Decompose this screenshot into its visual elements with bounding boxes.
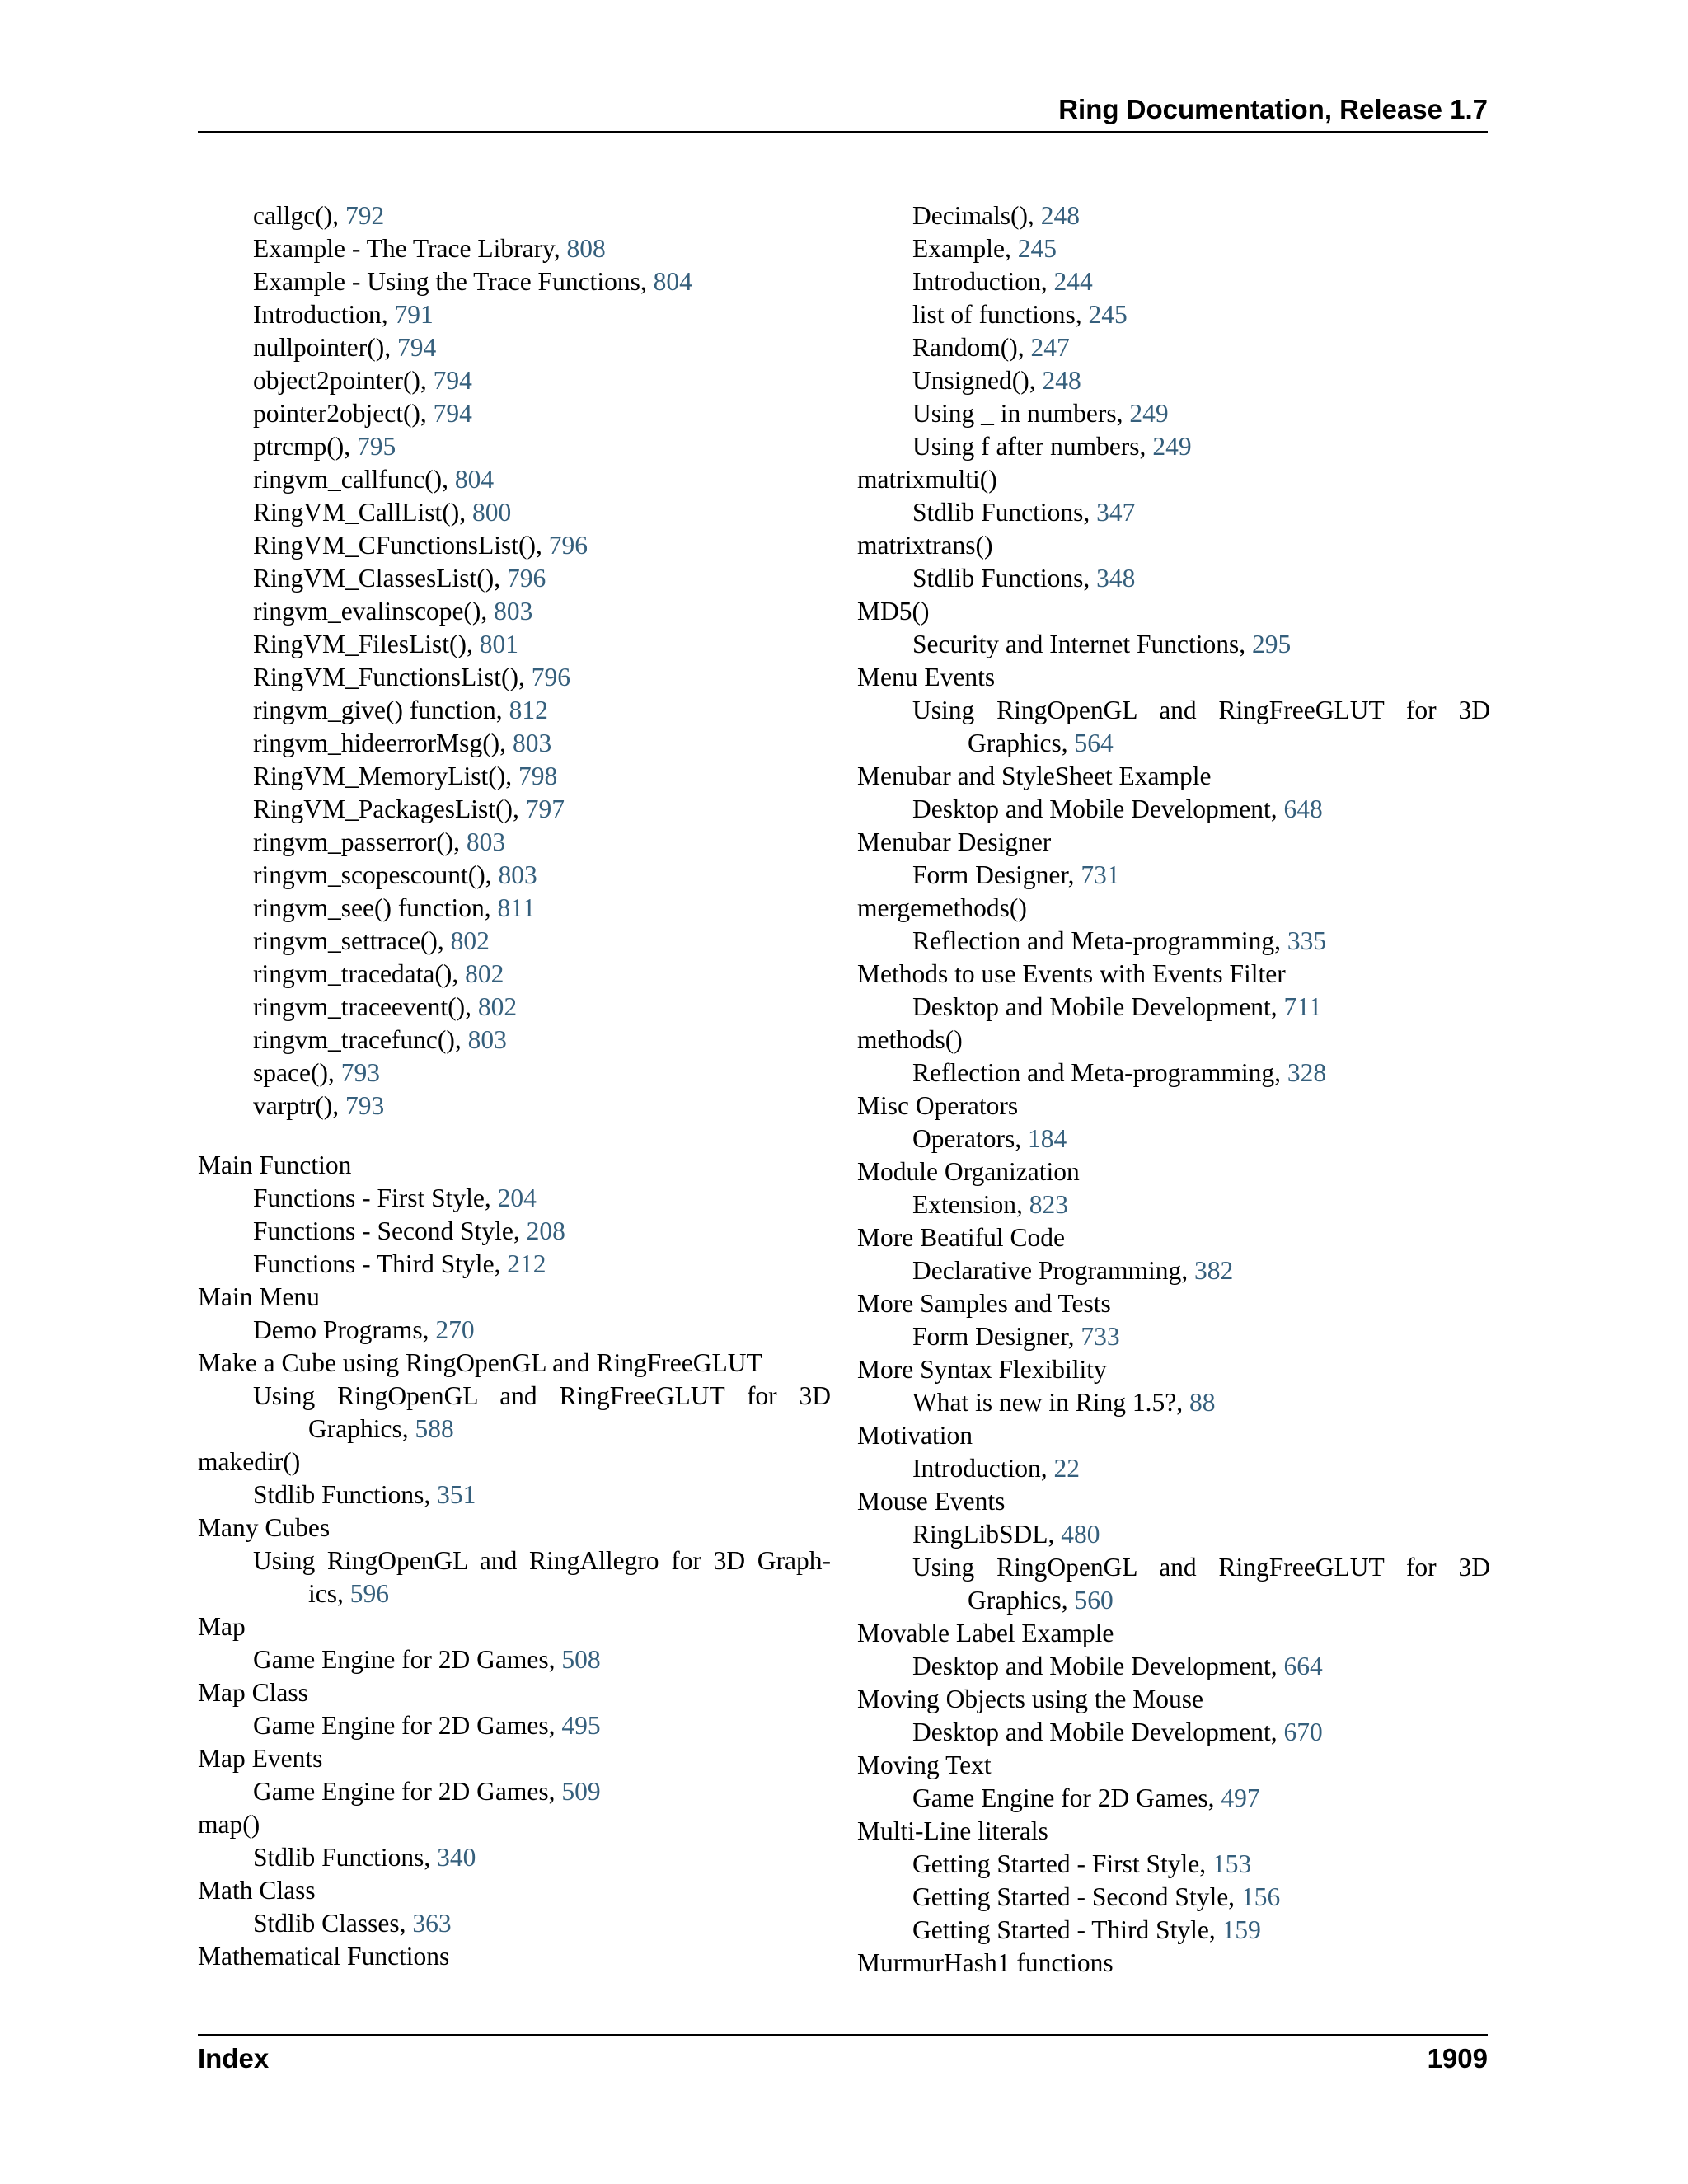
index-term: Main Menu — [198, 1282, 320, 1311]
page-link[interactable]: 156 — [1240, 1882, 1281, 1911]
index-entry — [198, 1347, 831, 1380]
index-subentry — [857, 397, 1490, 430]
page-link[interactable]: 244 — [1053, 267, 1093, 296]
index-entry — [857, 1947, 1490, 1980]
index-term: matrixtrans() — [857, 531, 993, 560]
index-term: Multi-Line literals — [857, 1816, 1048, 1845]
page-link[interactable]: 803 — [466, 827, 506, 856]
index-subentry — [857, 496, 1490, 529]
page-link[interactable]: 794 — [433, 399, 472, 428]
index-entry — [857, 529, 1490, 562]
page-link[interactable]: 804 — [454, 465, 495, 494]
index-term: matrixmulti() — [857, 465, 997, 494]
index-term: Unsigned(), — [912, 366, 1043, 395]
index-term: Using RingOpenGL and RingAllegro for 3D Graph-ics, — [253, 1546, 831, 1608]
index-term: Menubar Designer — [857, 827, 1052, 856]
index-term: Misc Operators — [857, 1091, 1019, 1120]
index-term: Example, — [912, 234, 1018, 263]
index-term: Mouse Events — [857, 1487, 1006, 1516]
page-link[interactable]: 212 — [507, 1249, 546, 1278]
index-subentry — [857, 694, 1490, 760]
index-term: Desktop and Mobile Development, — [912, 794, 1284, 823]
index-term: Functions - Second Style, — [253, 1216, 527, 1245]
index-subentry — [198, 1380, 831, 1446]
index-term: ringvm_settrace(), — [253, 926, 451, 955]
index-subentry — [198, 1057, 831, 1090]
index-entry — [198, 1610, 831, 1643]
index-subentry — [198, 1709, 831, 1742]
page-link[interactable]: 159 — [1221, 1915, 1261, 1944]
index-subentry — [198, 1544, 831, 1610]
page-link[interactable]: 382 — [1194, 1256, 1234, 1285]
index-term: Getting Started - First Style, — [912, 1849, 1212, 1878]
index-entry — [857, 958, 1490, 991]
index-subentry — [857, 1716, 1490, 1749]
index-subentry — [857, 628, 1490, 661]
index-subentry — [198, 1841, 831, 1874]
page-link[interactable]: 560 — [1074, 1586, 1114, 1615]
index-term: Game Engine for 2D Games, — [912, 1783, 1221, 1812]
index-entry — [857, 1749, 1490, 1782]
index-term: Moving Text — [857, 1750, 992, 1779]
index-subentry — [198, 793, 831, 826]
index-subentry — [857, 298, 1490, 331]
page-link[interactable]: 800 — [472, 498, 512, 527]
index-term: ringvm_tracedata(), — [253, 959, 466, 988]
page-link[interactable]: 363 — [412, 1909, 452, 1938]
index-term: Form Designer, — [912, 1322, 1081, 1351]
index-subentry — [198, 826, 831, 859]
index-subentry — [857, 562, 1490, 595]
page-link[interactable]: 249 — [1129, 399, 1169, 428]
index-term: Motivation — [857, 1421, 973, 1450]
index-subentry — [857, 1881, 1490, 1914]
index-term: RingVM_MemoryList(), — [253, 762, 518, 790]
index-subentry — [198, 463, 831, 496]
index-term: ringvm_scopescount(), — [253, 860, 499, 889]
page-link[interactable]: 802 — [465, 959, 504, 988]
index-column-right — [857, 199, 1490, 1980]
index-term: methods() — [857, 1025, 963, 1054]
page-link[interactable]: 588 — [415, 1414, 454, 1443]
index-subentry — [198, 265, 831, 298]
page-link[interactable]: 731 — [1081, 860, 1120, 889]
index-term: Operators, — [912, 1124, 1028, 1153]
index-term: Game Engine for 2D Games, — [253, 1777, 562, 1806]
page-link[interactable]: 88 — [1189, 1388, 1216, 1417]
index-term: Functions - Third Style, — [253, 1249, 508, 1278]
index-term: Module Organization — [857, 1157, 1080, 1186]
page-link[interactable]: 823 — [1029, 1190, 1068, 1219]
index-term: Functions - First Style, — [253, 1183, 498, 1212]
index-term: Many Cubes — [198, 1513, 331, 1542]
index-term: ringvm_give() function, — [253, 696, 509, 724]
index-entry — [857, 1155, 1490, 1188]
index-subentry — [857, 1122, 1490, 1155]
index-subentry — [857, 925, 1490, 958]
index-subentry — [198, 595, 831, 628]
index-subentry — [857, 364, 1490, 397]
index-term: ringvm_tracefunc(), — [253, 1025, 468, 1054]
index-subentry — [198, 892, 831, 925]
index-column-left — [198, 199, 831, 1973]
index-subentry — [198, 364, 831, 397]
index-term: list of functions, — [912, 300, 1089, 329]
index-subentry — [857, 1188, 1490, 1221]
page-link[interactable]: 795 — [356, 432, 396, 461]
index-term: Introduction, — [912, 267, 1054, 296]
index-entry — [857, 892, 1490, 925]
index-subentry — [198, 496, 831, 529]
index-term: Make a Cube using RingOpenGL and RingFreeGLUT — [198, 1348, 762, 1377]
index-term: ringvm_see() function, — [253, 893, 498, 922]
index-term: More Samples and Tests — [857, 1289, 1111, 1318]
index-term: Desktop and Mobile Development, — [912, 992, 1284, 1021]
index-term: Reflection and Meta-programming, — [912, 926, 1287, 955]
index-entry — [857, 1090, 1490, 1122]
index-term: Form Designer, — [912, 860, 1081, 889]
page-link[interactable]: 248 — [1040, 201, 1080, 230]
index-term: RingLibSDL, — [912, 1520, 1062, 1549]
index-term: Stdlib Functions, — [912, 564, 1097, 593]
index-entry — [857, 1287, 1490, 1320]
page-link[interactable]: 22 — [1053, 1454, 1080, 1483]
index-term: Declarative Programming, — [912, 1256, 1195, 1285]
page-number: 1909 — [1427, 2043, 1488, 2074]
index-term: Movable Label Example — [857, 1619, 1114, 1647]
page-link[interactable]: 270 — [435, 1315, 475, 1344]
index-term: map() — [198, 1810, 260, 1839]
index-subentry — [857, 430, 1490, 463]
index-term: More Syntax Flexibility — [857, 1355, 1107, 1384]
page-link[interactable]: 796 — [531, 663, 571, 691]
index-entry — [857, 1353, 1490, 1386]
index-term: Random(), — [912, 333, 1031, 362]
index-subentry — [198, 232, 831, 265]
index-term: varptr(), — [253, 1091, 345, 1120]
page-link[interactable]: 733 — [1081, 1322, 1120, 1351]
page-link[interactable]: 794 — [433, 366, 472, 395]
index-term: mergemethods() — [857, 893, 1027, 922]
page-link[interactable]: 812 — [509, 696, 548, 724]
index-entry — [857, 1024, 1490, 1057]
index-term: RingVM_ClassesList(), — [253, 564, 508, 593]
index-term: Stdlib Functions, — [253, 1480, 438, 1509]
index-term: callgc(), — [253, 201, 345, 230]
index-subentry — [198, 925, 831, 958]
index-entry — [198, 1511, 831, 1544]
index-term: Stdlib Functions, — [912, 498, 1097, 527]
page-link[interactable]: 801 — [479, 630, 519, 658]
index-term: Introduction, — [253, 300, 395, 329]
index-term: Math Class — [198, 1876, 316, 1905]
index-subentry — [857, 1518, 1490, 1551]
index-term: pointer2object(), — [253, 399, 434, 428]
page-link[interactable]: 248 — [1042, 366, 1081, 395]
index-term: space(), — [253, 1058, 341, 1087]
index-term: Using RingOpenGL and RingFreeGLUT for 3D Graphics, — [253, 1381, 831, 1443]
index-term: ringvm_callfunc(), — [253, 465, 455, 494]
index-subentry — [857, 991, 1490, 1024]
index-term: RingVM_FunctionsList(), — [253, 663, 532, 691]
index-term: Methods to use Events with Events Filter — [857, 959, 1286, 988]
index-term: Desktop and Mobile Development, — [912, 1652, 1284, 1680]
page-link[interactable]: 509 — [561, 1777, 601, 1806]
index-subentry — [198, 298, 831, 331]
index-term: MurmurHash1 functions — [857, 1948, 1114, 1977]
page-link[interactable]: 204 — [497, 1183, 537, 1212]
index-term: Menu Events — [857, 663, 996, 691]
index-subentry — [857, 1914, 1490, 1947]
index-term: Getting Started - Second Style, — [912, 1882, 1241, 1911]
index-subentry — [198, 859, 831, 892]
index-term: Using f after numbers, — [912, 432, 1153, 461]
page-link[interactable]: 664 — [1283, 1652, 1323, 1680]
index-term: Demo Programs, — [253, 1315, 436, 1344]
index-term: Introduction, — [912, 1454, 1054, 1483]
page-link[interactable]: 340 — [437, 1843, 476, 1872]
index-term: Extension, — [912, 1190, 1029, 1219]
page-link[interactable]: 811 — [497, 893, 536, 922]
index-term: RingVM_CallList(), — [253, 498, 472, 527]
index-term: MD5() — [857, 597, 930, 626]
index-subentry — [857, 1848, 1490, 1881]
page-link[interactable]: 796 — [507, 564, 546, 593]
index-term: nullpointer(), — [253, 333, 397, 362]
index-entry — [857, 826, 1490, 859]
index-subentry — [198, 727, 831, 760]
index-subentry — [198, 661, 831, 694]
page-link[interactable]: 497 — [1221, 1783, 1260, 1812]
index-subentry — [198, 760, 831, 793]
index-entry — [857, 595, 1490, 628]
index-subentry — [857, 1057, 1490, 1090]
index-term: Getting Started - Third Style, — [912, 1915, 1222, 1944]
index-term: Using RingOpenGL and RingFreeGLUT for 3D Graphics, — [912, 1553, 1490, 1615]
page-link[interactable]: 247 — [1030, 333, 1070, 362]
index-subentry — [198, 694, 831, 727]
index-subentry — [198, 991, 831, 1024]
index-term: Security and Internet Functions, — [912, 630, 1253, 658]
page-link[interactable]: 245 — [1088, 300, 1128, 329]
index-subentry — [857, 1650, 1490, 1683]
index-entry — [857, 1683, 1490, 1716]
page-link[interactable]: 803 — [494, 597, 533, 626]
index-subentry — [198, 1182, 831, 1215]
index-subentry — [857, 1452, 1490, 1485]
footer-section: Index — [198, 2043, 270, 2074]
page-link[interactable]: 249 — [1152, 432, 1192, 461]
page-link[interactable]: 245 — [1017, 234, 1057, 263]
index-subentry — [198, 1907, 831, 1940]
page-link[interactable]: 791 — [394, 300, 434, 329]
index-subentry — [857, 1320, 1490, 1353]
index-term: Example - Using the Trace Functions, — [253, 267, 654, 296]
page-link[interactable]: 802 — [450, 926, 490, 955]
index-term: Moving Objects using the Mouse — [857, 1685, 1203, 1713]
index-term: What is new in Ring 1.5?, — [912, 1388, 1189, 1417]
page-link[interactable]: 347 — [1096, 498, 1136, 527]
index-subentry — [198, 1775, 831, 1808]
page-link[interactable]: 348 — [1096, 564, 1136, 593]
index-term: Game Engine for 2D Games, — [253, 1711, 562, 1740]
page-link[interactable]: 792 — [345, 201, 385, 230]
index-term: Map — [198, 1612, 246, 1641]
page-link[interactable]: 351 — [437, 1480, 476, 1509]
page-link[interactable]: 328 — [1287, 1058, 1327, 1087]
page-link[interactable]: 794 — [396, 333, 437, 362]
index-subentry — [198, 1215, 831, 1248]
index-term: Mathematical Functions — [198, 1942, 450, 1971]
index-term: Decimals(), — [912, 201, 1041, 230]
index-subentry — [857, 331, 1490, 364]
index-term: Stdlib Classes, — [253, 1909, 413, 1938]
index-entry — [857, 760, 1490, 793]
page-link[interactable]: 508 — [561, 1645, 601, 1674]
page-link[interactable]: 596 — [349, 1579, 389, 1608]
index-term: ringvm_evalinscope(), — [253, 597, 495, 626]
index-subentry — [198, 1479, 831, 1511]
index-subentry — [198, 397, 831, 430]
index-subentry — [857, 1782, 1490, 1815]
page-link[interactable]: 184 — [1027, 1124, 1067, 1153]
page-link[interactable]: 804 — [653, 267, 692, 296]
index-term: ringvm_hideerrorMsg(), — [253, 729, 513, 757]
page-link[interactable]: 153 — [1212, 1849, 1252, 1878]
index-entry — [198, 1874, 831, 1907]
index-term: Using RingOpenGL and RingFreeGLUT for 3D Graphics, — [912, 696, 1490, 757]
index-term: Reflection and Meta-programming, — [912, 1058, 1287, 1087]
index-term: makedir() — [198, 1447, 301, 1476]
footer-rule — [198, 2034, 1488, 2036]
page-link[interactable]: 798 — [518, 762, 558, 790]
index-subentry — [198, 199, 831, 232]
index-subentry — [198, 331, 831, 364]
index-entry — [857, 1617, 1490, 1650]
index-subentry — [198, 1248, 831, 1281]
index-entry — [857, 1419, 1490, 1452]
index-subentry — [198, 1314, 831, 1347]
page-link[interactable]: 796 — [548, 531, 588, 560]
index-term: ringvm_passerror(), — [253, 827, 467, 856]
index-term: RingVM_FilesList(), — [253, 630, 480, 658]
index-subentry — [857, 1254, 1490, 1287]
index-entry — [198, 1676, 831, 1709]
index-entry — [198, 1742, 831, 1775]
page-link[interactable]: 803 — [467, 1025, 507, 1054]
index-subentry — [198, 958, 831, 991]
index-term: Example - The Trace Library, — [253, 234, 567, 263]
page-link[interactable]: 564 — [1074, 729, 1114, 757]
index-term: Map Events — [198, 1744, 323, 1773]
index-term: Menubar and StyleSheet Example — [857, 762, 1212, 790]
index-entry — [857, 1815, 1490, 1848]
index-term: ptrcmp(), — [253, 432, 357, 461]
index-entry — [198, 1446, 831, 1479]
page-link[interactable]: 793 — [345, 1091, 385, 1120]
index-subentry — [857, 1551, 1490, 1617]
index-entry — [857, 463, 1490, 496]
index-term: Game Engine for 2D Games, — [253, 1645, 562, 1674]
index-subentry — [198, 1024, 831, 1057]
index-entry — [198, 1149, 831, 1182]
page-link[interactable]: 648 — [1283, 794, 1323, 823]
index-entry — [198, 1940, 831, 1973]
index-subentry — [198, 529, 831, 562]
header-rule — [198, 131, 1488, 133]
index-term: RingVM_PackagesList(), — [253, 794, 526, 823]
index-subentry — [198, 1643, 831, 1676]
page-link[interactable]: 802 — [477, 992, 518, 1021]
index-entry — [857, 661, 1490, 694]
index-subentry — [198, 628, 831, 661]
running-header: Ring Documentation, Release 1.7 — [1058, 94, 1488, 124]
index-term: object2pointer(), — [253, 366, 434, 395]
page-link[interactable]: 480 — [1061, 1520, 1100, 1549]
index-subentry — [857, 232, 1490, 265]
index-entry — [198, 1281, 831, 1314]
index-term: ringvm_traceevent(), — [253, 992, 478, 1021]
page-link[interactable]: 793 — [340, 1058, 380, 1087]
page-link[interactable]: 803 — [512, 729, 552, 757]
page-link[interactable]: 808 — [566, 234, 606, 263]
index-subentry — [198, 1090, 831, 1122]
index-subentry — [857, 265, 1490, 298]
index-subentry — [857, 1386, 1490, 1419]
index-subentry — [857, 859, 1490, 892]
index-term: Using _ in numbers, — [912, 399, 1130, 428]
index-term: Map Class — [198, 1678, 308, 1707]
page-link[interactable]: 208 — [526, 1216, 565, 1245]
index-subentry — [198, 562, 831, 595]
index-term: More Beatiful Code — [857, 1223, 1065, 1252]
index-subentry — [857, 793, 1490, 826]
page-link[interactable]: 797 — [525, 794, 565, 823]
page-link[interactable]: 295 — [1252, 630, 1292, 658]
page-link[interactable]: 711 — [1283, 992, 1322, 1021]
index-term: Desktop and Mobile Development, — [912, 1718, 1284, 1746]
page-link[interactable]: 803 — [498, 860, 537, 889]
index-entry — [857, 1221, 1490, 1254]
index-entry — [857, 1485, 1490, 1518]
page-link[interactable]: 670 — [1283, 1718, 1323, 1746]
index-subentry — [857, 199, 1490, 232]
index-entry — [198, 1808, 831, 1841]
index-term: RingVM_CFunctionsList(), — [253, 531, 549, 560]
index-subentry — [198, 430, 831, 463]
index-term: Main Function — [198, 1151, 352, 1179]
page-link[interactable]: 495 — [561, 1711, 601, 1740]
page-link[interactable]: 335 — [1287, 926, 1327, 955]
index-term: Stdlib Functions, — [253, 1843, 438, 1872]
